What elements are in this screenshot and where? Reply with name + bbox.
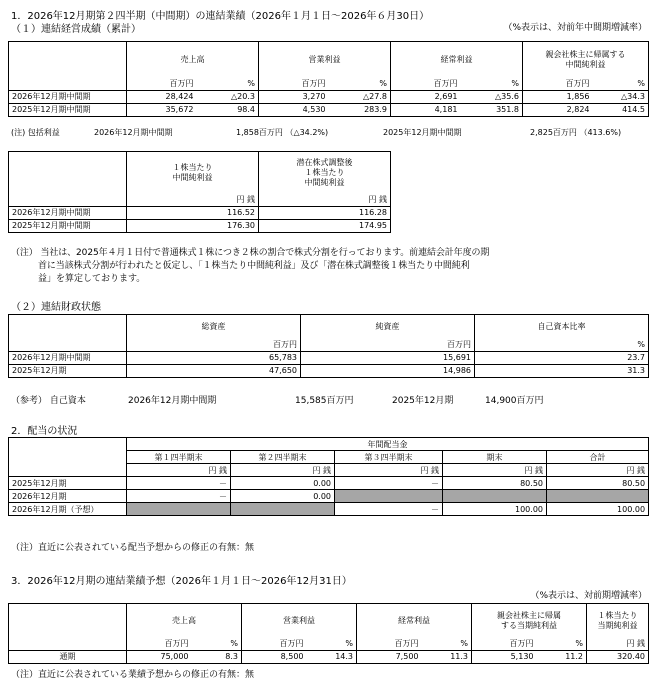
table-row [9,490,649,503]
row-label: 2026年12月期（予想） [9,503,127,516]
forecast-pct-note: （%表示は、対前期増減率） [530,591,647,601]
table-row [9,206,391,219]
value-cell: 65,783 [127,351,301,364]
row-label: 2026年12月期中間期 [9,90,127,103]
value-cell: 3,270 [259,90,329,103]
unit-cell: 円 銭 [231,464,335,477]
unit-cell: 円 銭 [127,464,231,477]
header-operating-income: 営業利益 [259,42,391,78]
comp-income-value2: 2,825百万円 （413.6%) [530,128,622,137]
row-label: 2026年12月期中間期 [9,206,127,219]
value-cell: 11.2 [537,650,587,663]
value-cell: 28,424 [127,90,197,103]
eps-corner [9,152,127,194]
header-total-assets: 総資産 [127,315,301,339]
unit-cell: 円 銭 [259,194,391,207]
unit-cell: % [422,638,472,651]
unit-cell: % [329,78,391,91]
equity-ref-value2: 14,900百万円 [485,396,544,406]
unit-cell: % [461,78,523,91]
unit-row-label [9,194,127,207]
value-cell: 174.95 [259,219,391,232]
dividends-note: （注）直近に公表されている配当予想からの修正の有無：無 [11,543,255,553]
header-equity-ratio: 自己資本比率 [475,315,649,339]
value-cell: 1,856 [523,90,593,103]
value-cell: 414.5 [593,103,649,116]
value-cell: 75,000 [127,650,192,663]
forecast-corner [9,604,127,638]
table-row [9,219,391,232]
value-cell: 351.8 [461,103,523,116]
row-label: 2025年12月期 [9,477,127,490]
header-sales: 売上高 [127,604,242,638]
header-total: 合計 [547,451,649,464]
header-q3: 第３四半期末 [335,451,443,464]
value-cell: 2,824 [523,103,593,116]
unit-row-label [9,78,127,91]
equity-ref-label: （参考） 自己資本 [11,396,86,406]
table-row [9,103,649,116]
unit-row-label [9,464,127,477]
value-cell: 80.50 [547,477,649,490]
row-label: 2025年12月期中間期 [9,103,127,116]
value-cell: 283.9 [329,103,391,116]
pct-note: （%表示は、対前年中間期増減率） [503,23,647,33]
unit-cell: 百万円 [301,339,475,352]
value-cell: △34.3 [593,90,649,103]
eps-table [8,151,391,233]
value-cell: － [335,503,443,516]
value-cell: － [335,477,443,490]
value-cell: 176.30 [127,219,259,232]
row-label: 2025年12月期中間期 [9,219,127,232]
value-cell: 100.00 [443,503,547,516]
unit-cell: 百万円 [127,638,192,651]
unit-cell: 円 銭 [443,464,547,477]
value-cell: 320.40 [587,650,649,663]
unit-cell: 円 銭 [587,638,649,651]
results-corner [9,42,127,78]
unit-cell: 百万円 [357,638,422,651]
header-ordinary-income: 経常利益 [357,604,472,638]
eps-note-line3: 益」を算定しております。 [38,274,146,284]
table-row [9,364,649,377]
header-q1: 第１四半期末 [127,451,231,464]
forecast-title: 3．2026年12月期の連結業績予想（2026年１月１日～2026年12月31日） [11,576,352,587]
financial-corner [9,315,127,339]
unit-cell: 円 銭 [335,464,443,477]
value-cell: 4,530 [259,103,329,116]
eps-note-line2: 首に当該株式分割が行われたと仮定し、「１株当たり中間純利益」及び「潜在株式調整後１株当たり中間純利 [38,261,470,271]
value-cell: 15,691 [301,351,475,364]
header-diluted-eps: 潜在株式調整後 １株当たり 中間純利益 [259,152,391,194]
header-q2: 第２四半期末 [231,451,335,464]
shaded-cell [127,503,231,516]
header-operating-income: 営業利益 [242,604,357,638]
comp-income-label: (注) 包括利益 [11,128,60,137]
shaded-cell [443,490,547,503]
value-cell: 14,986 [301,364,475,377]
comp-income-value1: 1,858百万円 （△34.2%) [236,128,329,137]
forecast-table [8,603,649,664]
value-cell: 7,500 [357,650,422,663]
unit-cell: 百万円 [472,638,537,651]
unit-cell: % [537,638,587,651]
value-cell: 35,672 [127,103,197,116]
value-cell: 2,691 [391,90,461,103]
row-label: 2026年12月期中間期 [9,351,127,364]
dividends-title: 2．配当の状況 [11,426,78,437]
value-cell: 0.00 [231,477,335,490]
unit-cell: % [475,339,649,352]
header-net-assets: 純資産 [301,315,475,339]
value-cell: 47,650 [127,364,301,377]
unit-cell: % [192,638,242,651]
dividends-corner [9,438,127,451]
financial-table [8,314,649,378]
value-cell: 116.52 [127,206,259,219]
value-cell: 4,181 [391,103,461,116]
unit-cell: 百万円 [127,339,301,352]
table-row [9,351,649,364]
value-cell: 100.00 [547,503,649,516]
unit-cell: 円 銭 [547,464,649,477]
equity-ref-value1: 15,585百万円 [295,396,354,406]
header-eps: １株当たり 中間純利益 [127,152,259,194]
value-cell: － [127,477,231,490]
unit-cell: 百万円 [259,78,329,91]
comp-income-period2: 2025年12月期中間期 [383,128,462,137]
dividends-table [8,437,649,516]
section1-title: 1．2026年12月期第２四半期（中間期）の連結業績（2026年１月１日～2026年６月30日） [11,11,430,22]
value-cell: 5,130 [472,650,537,663]
eps-note-line1: （注） 当社は、2025年４月１日付で普通株式１株につき２株の割合で株式分割を行っております。前連結会計年度の期 [11,248,490,258]
unit-cell: 百万円 [523,78,593,91]
unit-cell: 円 銭 [127,194,259,207]
equity-ref-period2: 2025年12月期 [392,396,454,406]
unit-row-label [9,339,127,352]
table-row [9,503,649,516]
shaded-cell [231,503,335,516]
value-cell: 11.3 [422,650,472,663]
forecast-note: （注）直近に公表されている業績予想からの修正の有無：無 [11,670,255,680]
table-row [9,90,649,103]
row-label: 2025年12月期 [9,364,127,377]
comp-income-period1: 2026年12月期中間期 [94,128,173,137]
unit-cell: % [197,78,259,91]
value-cell: 80.50 [443,477,547,490]
unit-cell: 百万円 [242,638,307,651]
financial-title: （２）連結財政状態 [11,302,101,313]
value-cell: 8,500 [242,650,307,663]
table-row [9,477,649,490]
unit-row-label [9,638,127,651]
section1-subtitle: （１）連結経営成績（累計） [11,24,141,35]
shaded-cell [547,490,649,503]
dividends-corner [9,451,127,464]
value-cell: 0.00 [231,490,335,503]
value-cell: 98.4 [197,103,259,116]
value-cell: △27.8 [329,90,391,103]
row-label: 2026年12月期 [9,490,127,503]
value-cell: △20.3 [197,90,259,103]
unit-cell: % [593,78,649,91]
value-cell: － [127,490,231,503]
header-annual-dividends: 年間配当金 [127,438,649,451]
value-cell: 116.28 [259,206,391,219]
value-cell: 23.7 [475,351,649,364]
header-net-income: 親会社株主に帰属する 中間純利益 [523,42,649,78]
header-year-end: 期末 [443,451,547,464]
header-net-income: 親会社株主に帰属 する当期純利益 [472,604,587,638]
value-cell: 31.3 [475,364,649,377]
value-cell: 8.3 [192,650,242,663]
unit-cell: 百万円 [127,78,197,91]
unit-cell: % [307,638,357,651]
row-label: 通期 [9,650,127,663]
equity-ref-period1: 2026年12月期中間期 [128,396,217,406]
header-sales: 売上高 [127,42,259,78]
unit-cell: 百万円 [391,78,461,91]
header-ordinary-income: 経常利益 [391,42,523,78]
results-table [8,41,649,117]
shaded-cell [335,490,443,503]
value-cell: △35.6 [461,90,523,103]
table-row [9,650,649,663]
value-cell: 14.3 [307,650,357,663]
header-eps: １株当たり 当期純利益 [587,604,649,638]
